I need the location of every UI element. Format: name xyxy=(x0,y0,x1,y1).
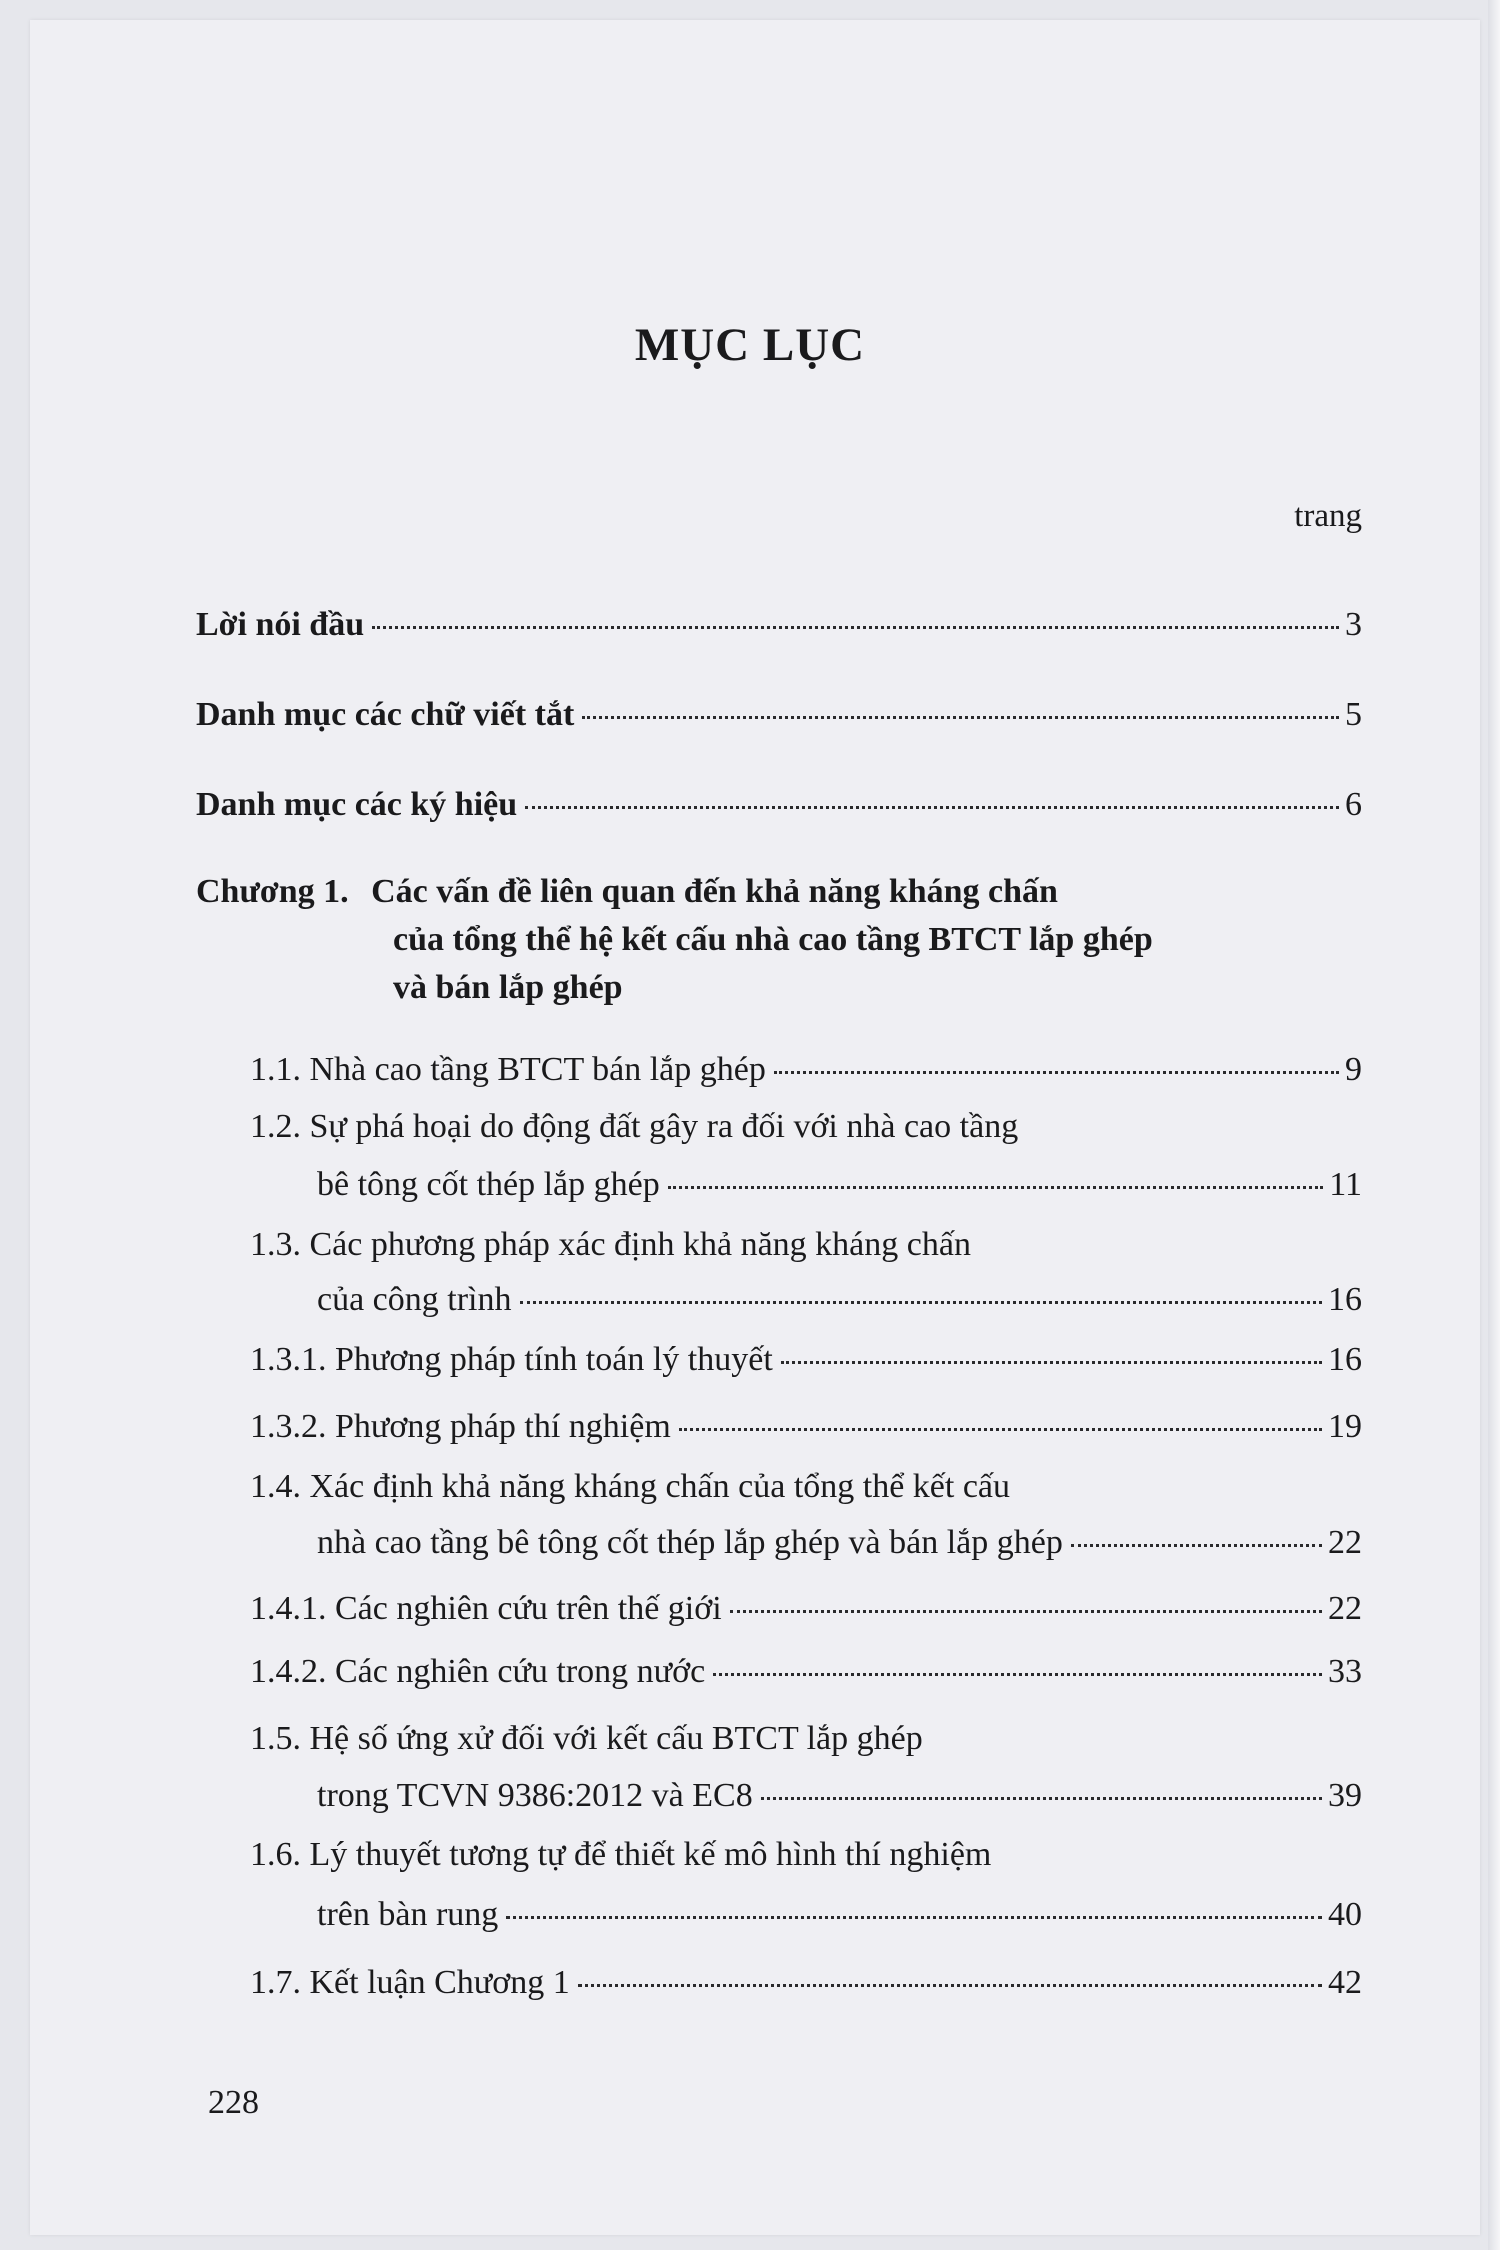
toc-entry-label: nhà cao tầng bê tông cốt thép lắp ghép và bán lắp ghép xyxy=(317,1524,1063,1561)
toc-entry-label: 1.3.2. Phương pháp thí nghiệm xyxy=(250,1408,671,1445)
toc-page-number: 19 xyxy=(1328,1408,1362,1445)
toc-entry-1-3[interactable] xyxy=(317,1283,1362,1317)
dot-leader xyxy=(506,1916,1322,1919)
dot-leader xyxy=(713,1673,1322,1676)
toc-entry-label: 1.4.1. Các nghiên cứu trên thế giới xyxy=(250,1590,722,1627)
toc-page-number: 42 xyxy=(1328,1964,1362,2001)
toc-page-number: 3 xyxy=(1345,606,1362,643)
toc-entry-1-4-1[interactable] xyxy=(250,1592,1362,1626)
toc-page-number: 33 xyxy=(1328,1653,1362,1690)
dot-leader xyxy=(582,716,1339,719)
page-number: 228 xyxy=(208,2084,259,2121)
toc-entry-1-5-line1[interactable]: 1.5. Hệ số ứng xử đối với kết cấu BTCT lắp ghép xyxy=(250,1720,923,1757)
toc-page-number: 11 xyxy=(1329,1166,1362,1203)
toc-title: MỤC LỤC xyxy=(634,319,866,371)
toc-page-number: 22 xyxy=(1328,1590,1362,1627)
toc-entry-label: Lời nói đầu xyxy=(196,606,365,643)
toc-page-number: 22 xyxy=(1328,1524,1362,1561)
dot-leader xyxy=(525,806,1339,809)
dot-leader xyxy=(668,1186,1324,1189)
toc-page-number: 5 xyxy=(1345,696,1362,733)
toc-page-number: 6 xyxy=(1345,786,1362,823)
chapter-title-line2: của tổng thể hệ kết cấu nhà cao tầng BTCT lắp ghép xyxy=(393,921,1153,958)
toc-entry-label: trong TCVN 9386:2012 và EC8 xyxy=(317,1777,753,1814)
toc-entry-1-4[interactable] xyxy=(317,1526,1362,1560)
page-column-header: trang xyxy=(1294,498,1362,534)
toc-entry-1-3-line1[interactable]: 1.3. Các phương pháp xác định khả năng kháng chấn xyxy=(250,1226,971,1263)
chapter-prefix: Chương 1. xyxy=(196,873,349,910)
toc-entry-label: bê tông cốt thép lắp ghép xyxy=(317,1166,660,1203)
toc-entry-label: của công trình xyxy=(317,1281,512,1318)
toc-page-number: 39 xyxy=(1328,1777,1362,1814)
toc-page-number: 16 xyxy=(1328,1281,1362,1318)
toc-entry-1-1[interactable] xyxy=(250,1053,1362,1087)
dot-leader xyxy=(578,1984,1322,1987)
toc-entry-label: Danh mục các ký hiệu xyxy=(196,786,518,823)
toc-entry-label: 1.4.2. Các nghiên cứu trong nước xyxy=(250,1653,706,1690)
toc-page-number: 16 xyxy=(1328,1341,1362,1378)
toc-entry-1-4-line1[interactable]: 1.4. Xác định khả năng kháng chấn của tổng thể kết cấu xyxy=(250,1468,1011,1505)
toc-entry-label: trên bàn rung xyxy=(317,1896,499,1933)
toc-entry-label: Danh mục các chữ viết tắt xyxy=(196,696,575,733)
dot-leader xyxy=(781,1361,1322,1364)
dot-leader xyxy=(372,626,1339,629)
dot-leader xyxy=(1071,1544,1322,1547)
dot-leader xyxy=(774,1071,1339,1074)
toc-entry-1-6[interactable] xyxy=(317,1898,1362,1932)
dot-leader xyxy=(520,1301,1323,1304)
toc-entry-label: 1.3.1. Phương pháp tính toán lý thuyết xyxy=(250,1341,773,1378)
chapter-title-line1: Các vấn đề liên quan đến khả năng kháng chấn xyxy=(371,873,1058,910)
toc-entry-1-4-2[interactable] xyxy=(250,1655,1362,1689)
toc-entry-1-2[interactable] xyxy=(317,1168,1362,1202)
toc-entry-1-3-1[interactable] xyxy=(250,1343,1362,1377)
toc-entry-abbreviations[interactable] xyxy=(196,698,1362,732)
chapter-heading[interactable] xyxy=(196,868,1153,1012)
dot-leader xyxy=(679,1428,1322,1431)
toc-entry-1-6-line1[interactable]: 1.6. Lý thuyết tương tự để thiết kế mô hình thí nghiệm xyxy=(250,1836,992,1873)
toc-entry-label: 1.7. Kết luận Chương 1 xyxy=(250,1964,570,2001)
dot-leader xyxy=(730,1610,1322,1613)
toc-entry-1-2-line1[interactable]: 1.2. Sự phá hoại do động đất gây ra đối với nhà cao tầng xyxy=(250,1108,1019,1145)
toc-page-number: 40 xyxy=(1328,1896,1362,1933)
toc-entry-1-7[interactable] xyxy=(250,1966,1362,2000)
chapter-title-line3: và bán lắp ghép xyxy=(393,969,623,1006)
toc-entry-1-5[interactable] xyxy=(317,1779,1362,1813)
dot-leader xyxy=(761,1797,1322,1800)
toc-page-number: 9 xyxy=(1345,1051,1362,1088)
toc-entry-1-3-2[interactable] xyxy=(250,1410,1362,1444)
toc-entry-preface[interactable] xyxy=(196,608,1362,642)
toc-entry-label: 1.1. Nhà cao tầng BTCT bán lắp ghép xyxy=(250,1051,766,1088)
toc-entry-symbols[interactable] xyxy=(196,788,1362,822)
